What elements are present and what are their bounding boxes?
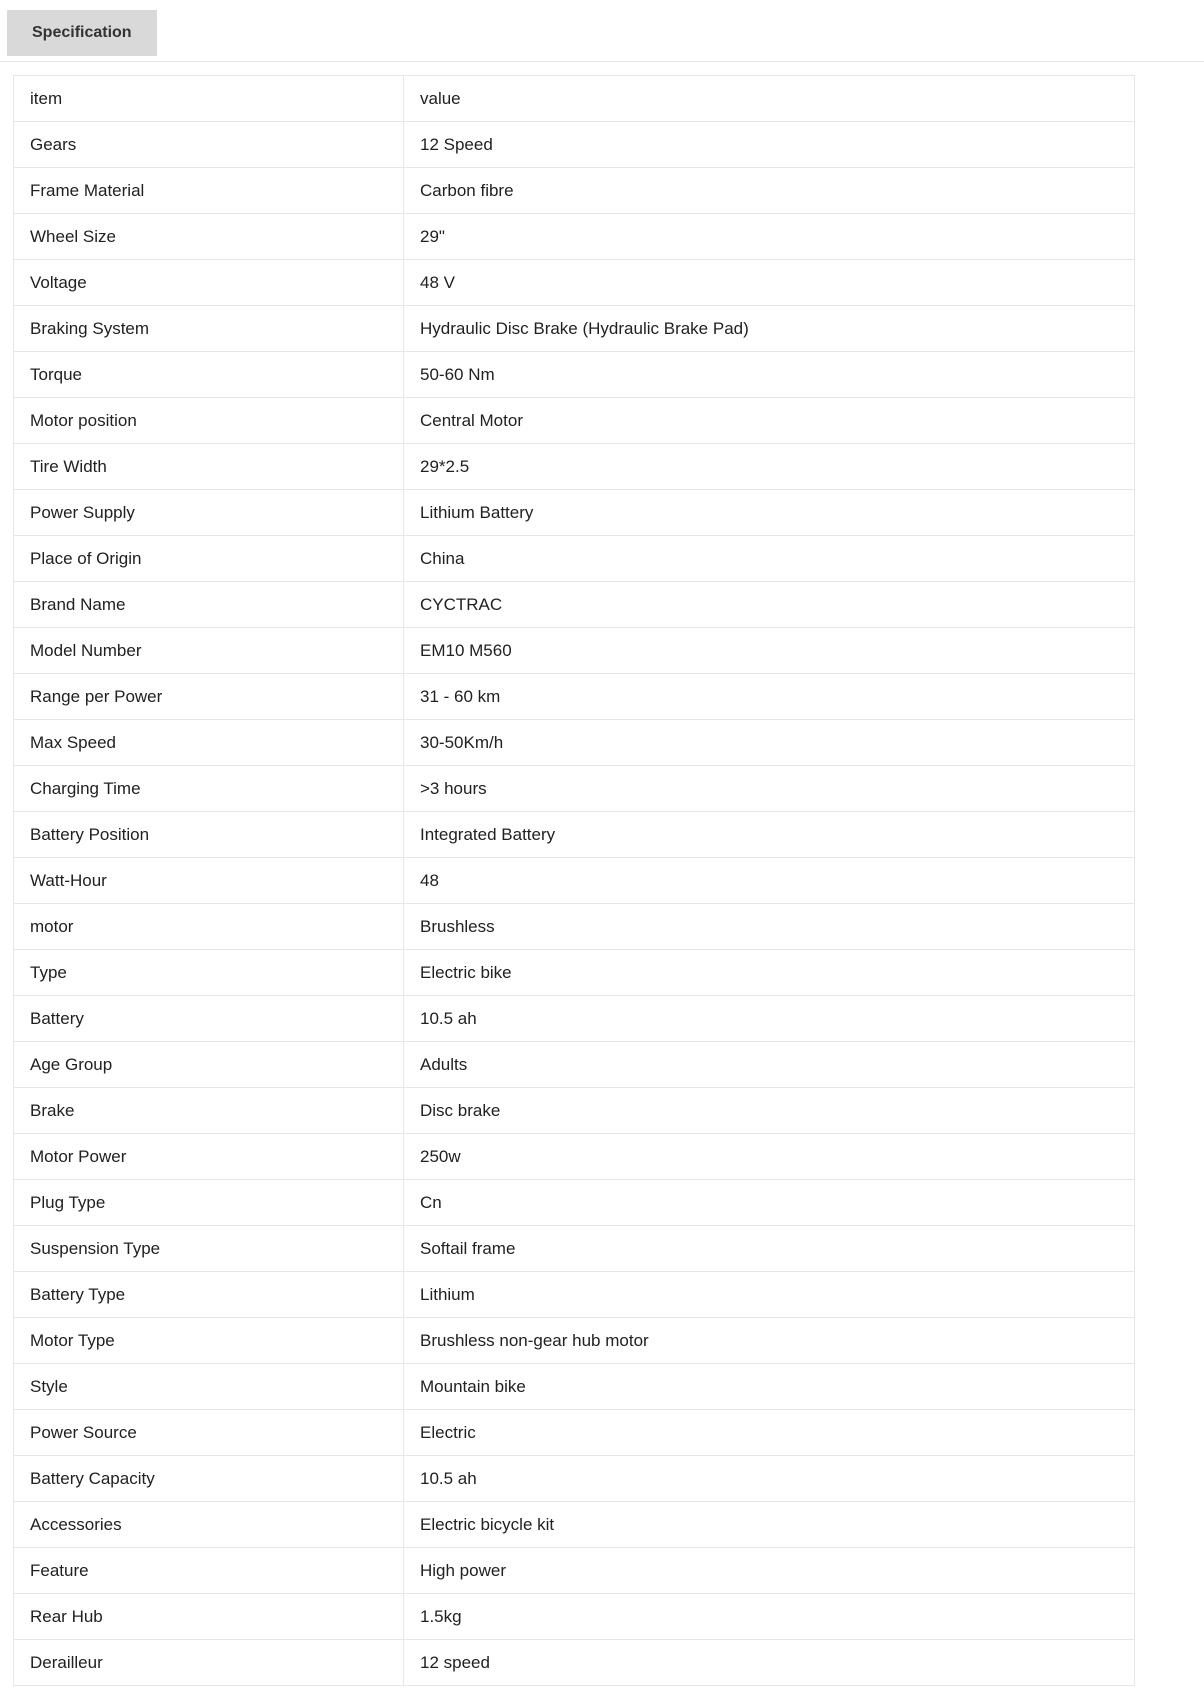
table-row xyxy=(14,1640,1135,1686)
spec-item-cell: Derailleur xyxy=(14,1640,404,1686)
spec-value-cell: 29*2.5 xyxy=(404,444,1135,490)
spec-item-cell: Voltage xyxy=(14,260,404,306)
spec-item-cell: Age Group xyxy=(14,1042,404,1088)
column-header-item: item xyxy=(14,76,404,122)
spec-value-cell: Softail frame xyxy=(404,1226,1135,1272)
table-row xyxy=(14,858,1135,904)
spec-item-cell: Power Supply xyxy=(14,490,404,536)
spec-item-cell: Plug Type xyxy=(14,1180,404,1226)
spec-item-cell: Power Source xyxy=(14,1410,404,1456)
table-row xyxy=(14,1548,1135,1594)
table-row xyxy=(14,536,1135,582)
table-row xyxy=(14,1410,1135,1456)
spec-item-cell: Wheel Size xyxy=(14,214,404,260)
spec-item-cell: Brake xyxy=(14,1088,404,1134)
table-row xyxy=(14,1594,1135,1640)
table-row xyxy=(14,352,1135,398)
spec-value-cell: 50-60 Nm xyxy=(404,352,1135,398)
spec-item-cell: Style xyxy=(14,1364,404,1410)
table-row xyxy=(14,1364,1135,1410)
table-row xyxy=(14,904,1135,950)
spec-value-cell: 48 xyxy=(404,858,1135,904)
table-body xyxy=(14,122,1135,1686)
spec-item-cell: Type xyxy=(14,950,404,996)
spec-item-cell: Gears xyxy=(14,122,404,168)
spec-value-cell: 10.5 ah xyxy=(404,1456,1135,1502)
spec-value-cell: Lithium xyxy=(404,1272,1135,1318)
table-row xyxy=(14,996,1135,1042)
spec-value-cell: Electric bicycle kit xyxy=(404,1502,1135,1548)
table-row xyxy=(14,582,1135,628)
spec-value-cell: Adults xyxy=(404,1042,1135,1088)
table-row xyxy=(14,1226,1135,1272)
tab-specification[interactable]: Specification xyxy=(7,10,157,56)
spec-item-cell: Battery Position xyxy=(14,812,404,858)
spec-item-cell: Rear Hub xyxy=(14,1594,404,1640)
spec-value-cell: 12 speed xyxy=(404,1640,1135,1686)
spec-item-cell: Braking System xyxy=(14,306,404,352)
spec-item-cell: Frame Material xyxy=(14,168,404,214)
spec-item-cell: Charging Time xyxy=(14,766,404,812)
spec-value-cell: 10.5 ah xyxy=(404,996,1135,1042)
column-header-value: value xyxy=(404,76,1135,122)
spec-item-cell: Range per Power xyxy=(14,674,404,720)
table-row xyxy=(14,628,1135,674)
table-row xyxy=(14,812,1135,858)
spec-item-cell: Place of Origin xyxy=(14,536,404,582)
spec-item-cell: Max Speed xyxy=(14,720,404,766)
spec-value-cell: Electric bike xyxy=(404,950,1135,996)
spec-value-cell: Lithium Battery xyxy=(404,490,1135,536)
spec-item-cell: Watt-Hour xyxy=(14,858,404,904)
spec-value-cell: Brushless non-gear hub motor xyxy=(404,1318,1135,1364)
spec-item-cell: motor xyxy=(14,904,404,950)
spec-item-cell: Battery Type xyxy=(14,1272,404,1318)
spec-item-cell: Battery Capacity xyxy=(14,1456,404,1502)
tab-bar xyxy=(0,0,1204,62)
spec-value-cell: >3 hours xyxy=(404,766,1135,812)
spec-value-cell: Hydraulic Disc Brake (Hydraulic Brake Pad) xyxy=(404,306,1135,352)
table-row xyxy=(14,1088,1135,1134)
table-row xyxy=(14,1456,1135,1502)
spec-value-cell: Central Motor xyxy=(404,398,1135,444)
table-row xyxy=(14,674,1135,720)
table-row xyxy=(14,260,1135,306)
table-row xyxy=(14,444,1135,490)
spec-value-cell: 1.5kg xyxy=(404,1594,1135,1640)
spec-value-cell: 29" xyxy=(404,214,1135,260)
table-row xyxy=(14,398,1135,444)
spec-value-cell: Mountain bike xyxy=(404,1364,1135,1410)
table-row xyxy=(14,214,1135,260)
spec-value-cell: 250w xyxy=(404,1134,1135,1180)
spec-value-cell: Cn xyxy=(404,1180,1135,1226)
spec-item-cell: Suspension Type xyxy=(14,1226,404,1272)
spec-value-cell: High power xyxy=(404,1548,1135,1594)
spec-value-cell: 30-50Km/h xyxy=(404,720,1135,766)
table-row xyxy=(14,122,1135,168)
spec-item-cell: Accessories xyxy=(14,1502,404,1548)
spec-value-cell: 31 - 60 km xyxy=(404,674,1135,720)
table-row xyxy=(14,168,1135,214)
spec-value-cell: Disc brake xyxy=(404,1088,1135,1134)
table-row xyxy=(14,1180,1135,1226)
specification-section xyxy=(13,75,1135,1686)
spec-item-cell: Tire Width xyxy=(14,444,404,490)
spec-item-cell: Battery xyxy=(14,996,404,1042)
specification-table xyxy=(13,75,1135,1686)
spec-value-cell: EM10 M560 xyxy=(404,628,1135,674)
table-header-row xyxy=(14,76,1135,122)
table-row xyxy=(14,490,1135,536)
table-row xyxy=(14,1042,1135,1088)
spec-value-cell: 12 Speed xyxy=(404,122,1135,168)
spec-value-cell: Integrated Battery xyxy=(404,812,1135,858)
spec-item-cell: Motor position xyxy=(14,398,404,444)
spec-item-cell: Motor Power xyxy=(14,1134,404,1180)
spec-value-cell: Carbon fibre xyxy=(404,168,1135,214)
table-row xyxy=(14,766,1135,812)
spec-item-cell: Motor Type xyxy=(14,1318,404,1364)
spec-value-cell: Brushless xyxy=(404,904,1135,950)
table-row xyxy=(14,1502,1135,1548)
spec-value-cell: CYCTRAC xyxy=(404,582,1135,628)
table-row xyxy=(14,720,1135,766)
spec-value-cell: 48 V xyxy=(404,260,1135,306)
spec-value-cell: Electric xyxy=(404,1410,1135,1456)
table-row xyxy=(14,1318,1135,1364)
table-row xyxy=(14,1134,1135,1180)
spec-item-cell: Torque xyxy=(14,352,404,398)
spec-item-cell: Brand Name xyxy=(14,582,404,628)
table-row xyxy=(14,306,1135,352)
spec-item-cell: Model Number xyxy=(14,628,404,674)
spec-value-cell: China xyxy=(404,536,1135,582)
table-row xyxy=(14,950,1135,996)
table-row xyxy=(14,1272,1135,1318)
spec-item-cell: Feature xyxy=(14,1548,404,1594)
